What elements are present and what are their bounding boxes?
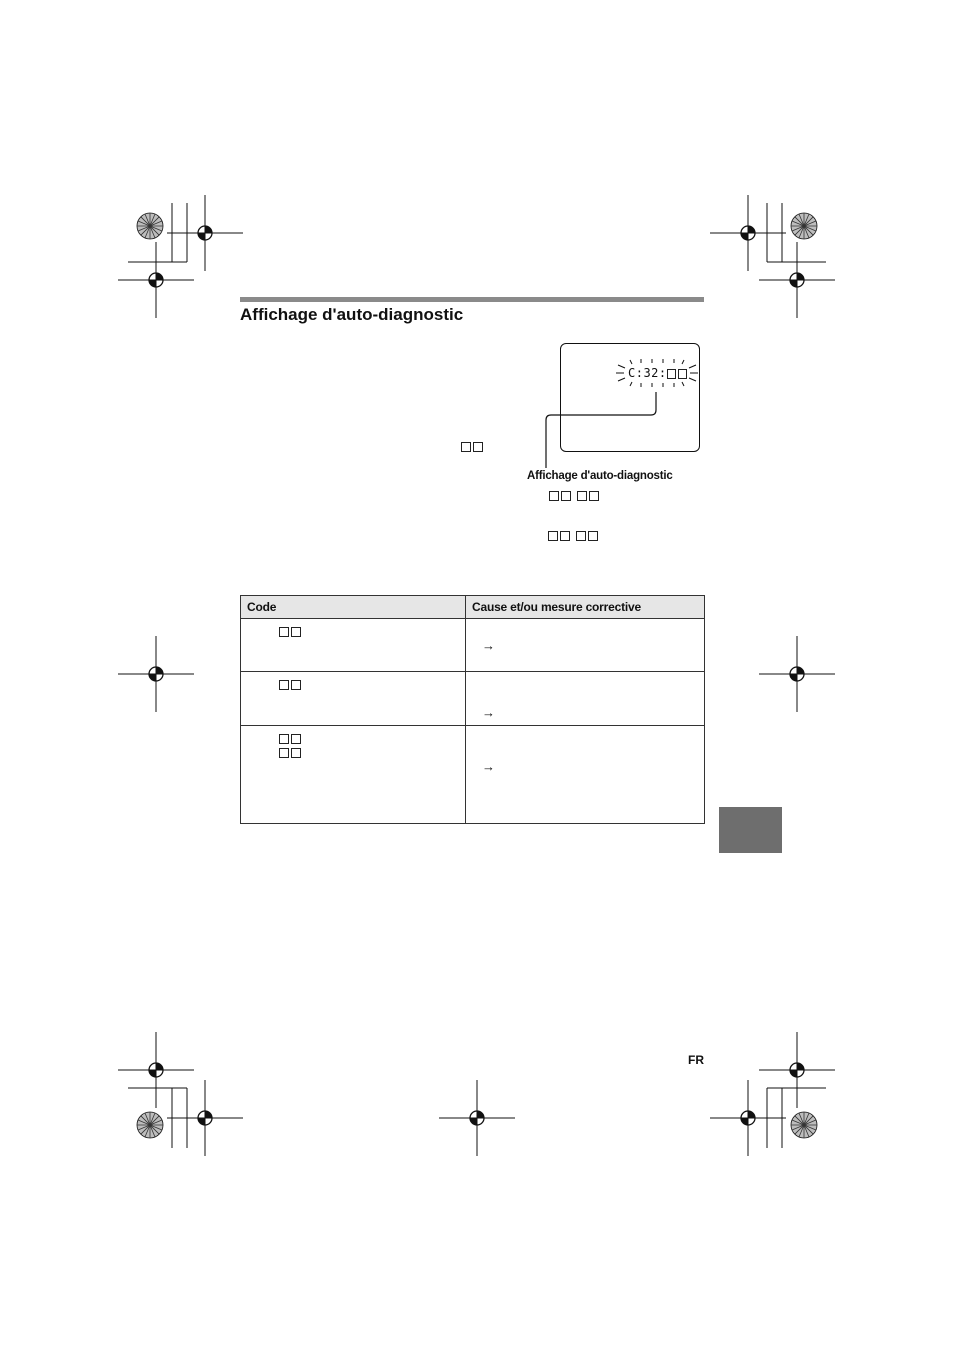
diagram-caption: Affichage d'auto-diagnostic bbox=[527, 470, 673, 482]
cause-cell bbox=[466, 672, 705, 726]
code-cell bbox=[241, 726, 466, 824]
page-title: Affichage d'auto-diagnostic bbox=[240, 305, 464, 324]
table-header-code: Code bbox=[241, 596, 466, 619]
table-row bbox=[241, 672, 705, 726]
arrow-icon: → bbox=[482, 759, 495, 774]
lcd-code: C:32: bbox=[628, 366, 689, 380]
arrow-icon: → bbox=[482, 705, 495, 720]
code-placeholder-squares-2 bbox=[549, 487, 601, 505]
table-header-cause: Cause et/ou mesure corrective bbox=[466, 596, 705, 619]
section-tab bbox=[719, 807, 782, 853]
arrow-icon: → bbox=[482, 638, 495, 653]
diagnostic-code-table bbox=[240, 595, 705, 824]
code-cell bbox=[241, 672, 466, 726]
code-placeholder-squares-3 bbox=[548, 527, 600, 545]
language-label: FR bbox=[688, 1053, 704, 1067]
table-row bbox=[241, 619, 705, 672]
cause-cell bbox=[466, 726, 705, 824]
cause-cell bbox=[466, 619, 705, 672]
code-cell bbox=[241, 619, 466, 672]
callout-leader-line bbox=[546, 392, 656, 468]
table-row bbox=[241, 726, 705, 824]
